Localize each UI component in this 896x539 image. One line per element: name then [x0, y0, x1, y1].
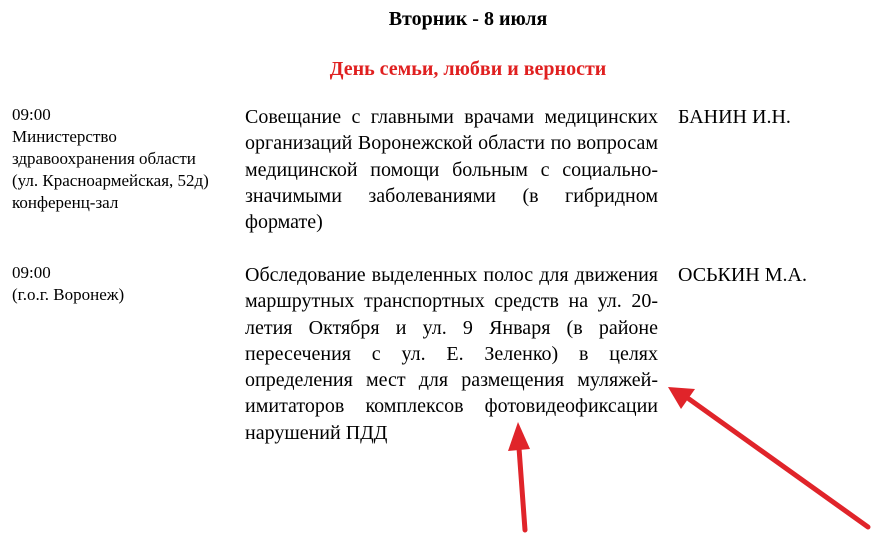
arrow-diagonal-head [668, 387, 695, 409]
event-2-description: Обследование выделенных полос для движения маршрутных транспортных средств на ул. 20-летия Октября и ул. 9 Января (в районе пересечения с ул. Е. Зеленко) в целях определения мест для размещения муляжей-имитаторов комплексов фотовидеофиксации нарушений ПДД [245, 264, 658, 444]
event-1-description: Совещание с главными врачами медицинских организаций Воронежской области по вопросам медицинской помощи больным с социально-значимыми заболеваниями (в гибридном формате) [245, 106, 658, 234]
event-2-time-location [12, 262, 237, 306]
event-1-location-line: (ул. Красноармейская, 52д) [12, 171, 209, 190]
holiday-heading: День семьи, любви и верности [329, 58, 607, 80]
event-1-time-location [12, 104, 237, 214]
event-1-time: 09:00 [12, 105, 51, 124]
arrow-up-shaft [519, 448, 525, 530]
event-1-location-line: Министерство [12, 127, 117, 146]
event-2-responsible: ОСЬКИН М.А. [678, 264, 807, 286]
event-2-time: 09:00 [12, 263, 51, 282]
event-1-responsible: БАНИН И.Н. [678, 106, 791, 128]
arrow-diagonal-shaft [689, 399, 868, 527]
event-2-location-line: (г.о.г. Воронеж) [12, 285, 125, 304]
event-1-location-line: конференц-зал [12, 193, 119, 212]
day-heading: Вторник - 8 июля [388, 8, 548, 30]
event-1-location-line: здравоохранения области [12, 149, 196, 168]
